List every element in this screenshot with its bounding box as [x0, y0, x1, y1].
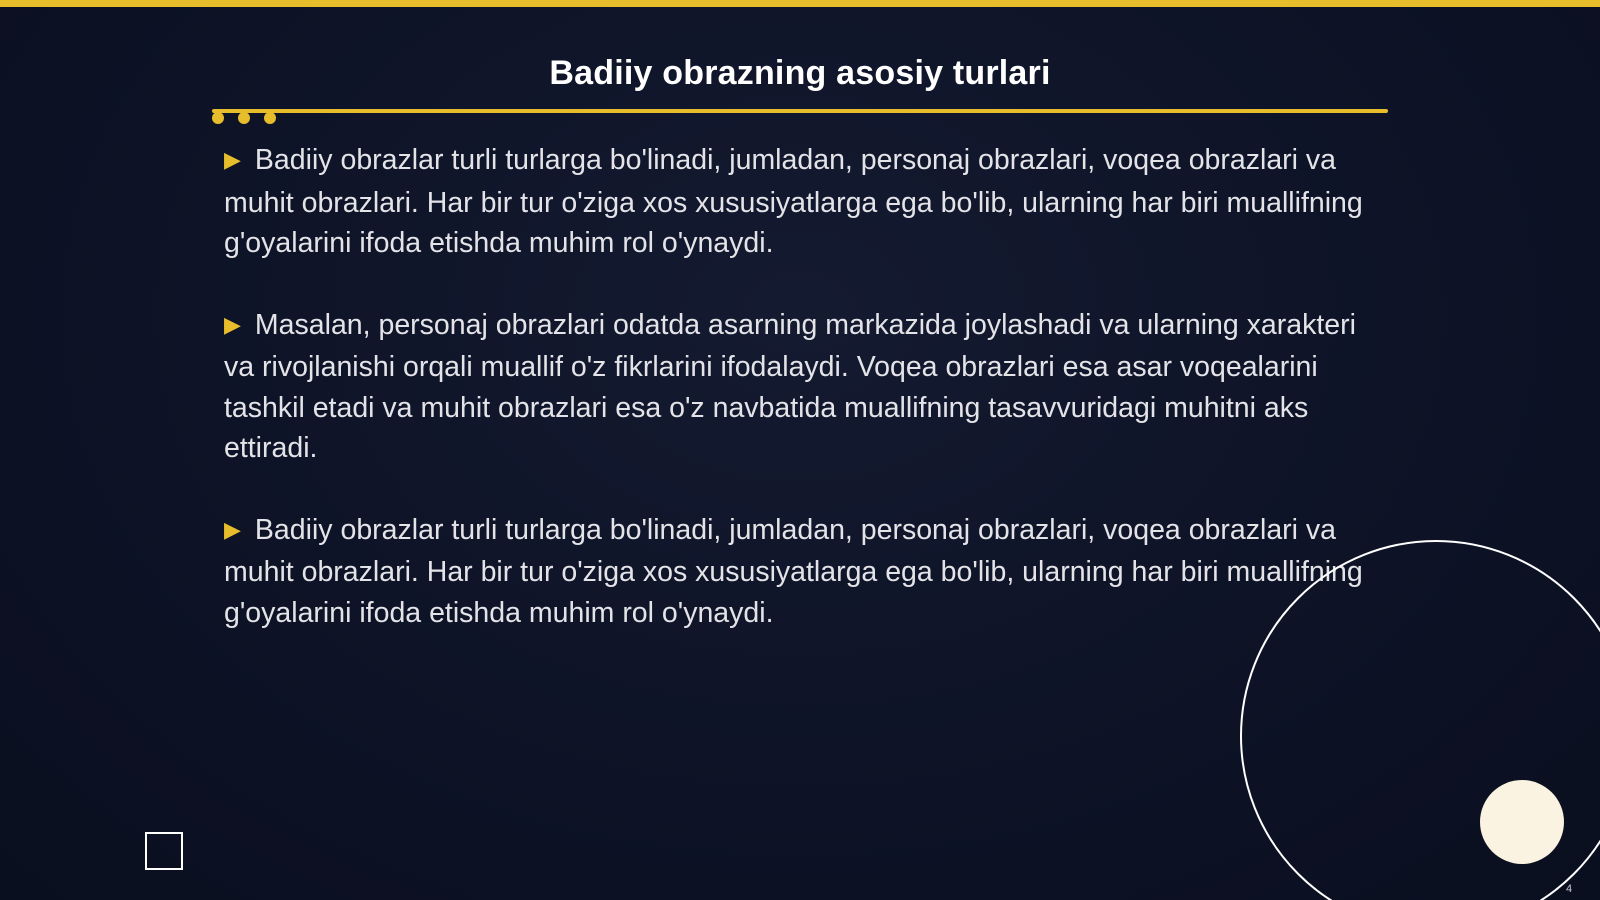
- bullet-item: [224, 510, 1384, 634]
- decor-disc: [1480, 780, 1564, 864]
- bullet-arrow-icon: ▶: [224, 311, 241, 337]
- decor-dot: [212, 112, 224, 124]
- top-accent-bar: [0, 0, 1600, 7]
- page-number: 4: [1566, 883, 1573, 895]
- bullet-arrow-icon: ▶: [224, 147, 241, 172]
- decor-dot: [264, 112, 276, 124]
- bullet-text: Badiiy obrazlar turli turlarga bo'linadi, jumladan, personaj obrazlari, voqea obrazlari va muhit obrazlari. Har bir tur o'ziga xos xususiyatlarga ega bo'lib, ularning har biri muallifning g'oyalarini ifoda etishda muhim rol o'ynaydi.: [224, 144, 1363, 259]
- bullet-arrow-icon: ▶: [224, 516, 241, 542]
- slide-title: Badiiy obrazning asosiy turlari: [549, 54, 1051, 92]
- bullet-item: [224, 140, 1384, 264]
- bullet-text: Masalan, personaj obrazlari odatda asarning markazida joylashadi va ularning xarakteri va rivojlanishi orqali muallif o'z fikrlarini ifodalaydi. Voqea obrazlari esa asar voqealarini tashkil etadi va muhit obrazlari esa o'z navbatida muallifning tasavvuridagi muhitni aks ettiradi.: [224, 308, 1356, 464]
- decor-square: [145, 832, 183, 870]
- bullet-text: Badiiy obrazlar turli turlarga bo'linadi, jumladan, personaj obrazlari, voqea obrazlari va muhit obrazlari. Har bir tur o'ziga xos xususiyatlarga ega bo'lib, ularning har biri muallifning g'oyalarini ifoda etishda muhim rol o'ynaydi.: [224, 513, 1363, 629]
- title-underline: [212, 109, 1388, 113]
- bullet-item: [224, 305, 1384, 469]
- bullet-list: [224, 140, 1384, 674]
- decor-dot: [238, 112, 250, 124]
